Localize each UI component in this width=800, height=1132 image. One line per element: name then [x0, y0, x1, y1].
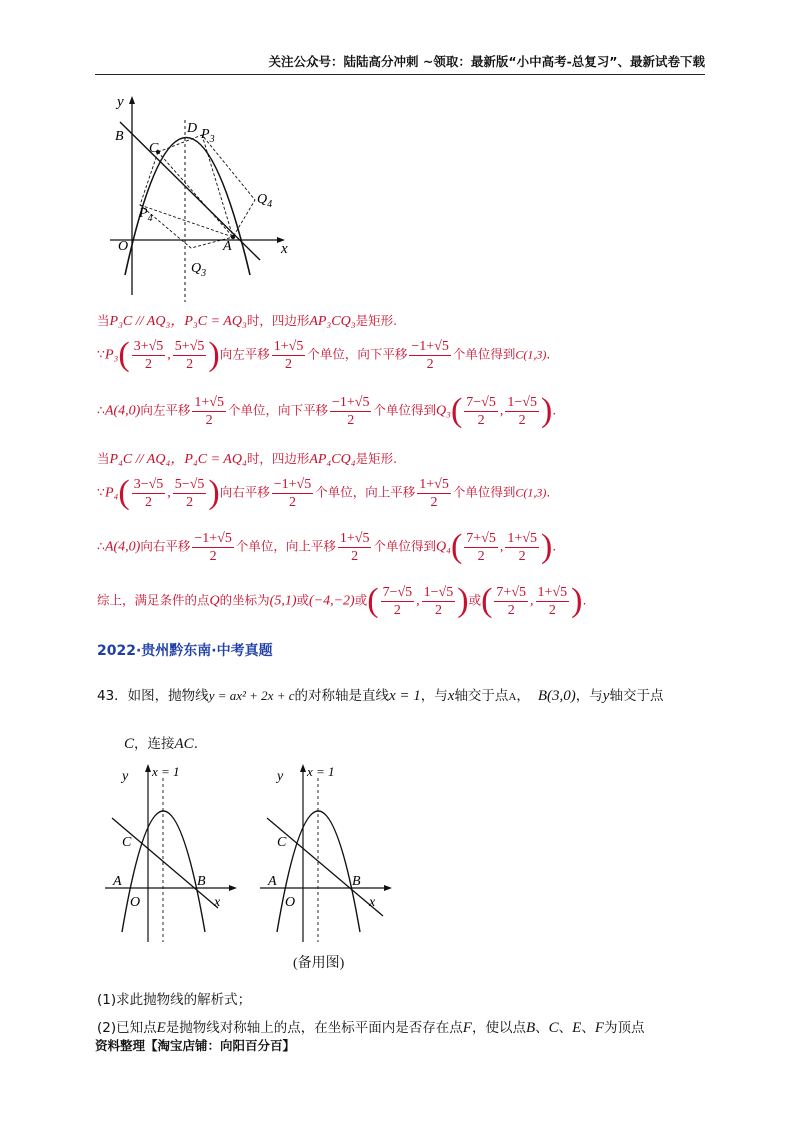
label-y: y	[122, 769, 129, 784]
label-b: B	[115, 129, 124, 144]
label-o: O	[118, 239, 129, 254]
label-o: O	[285, 895, 296, 910]
label-a: A	[113, 874, 122, 889]
label-q4: $Q_4$	[257, 192, 273, 210]
label-a: A	[268, 874, 277, 889]
solution-line-3: ∴A(4,0)向左平移 $\frac{1+√5}{2}$ 个单位，向下平移 $\frac{-1+√5}{2}$ 个单位得到Q₃( $\frac{7-√5}{2}$ , $\frac{1-√5}{2}$ ).	[97, 392, 557, 429]
parabola-figure-right	[255, 760, 395, 945]
y-axis-arrow	[129, 96, 135, 104]
solution-line-4: 当P₄C // AQ₄，P₄C = AQ₄时，四边形AP₄CQ₄是矩形.	[97, 451, 398, 467]
solution-line-6: ∴A(4,0)向右平移 $\frac{-1+√5}{2}$ 个单位，向上平移 $\frac{1+√5}{2}$ 个单位得到Q₄( $\frac{7+√5}{2}$ , $\frac{1+√5}{2}$ ).	[97, 528, 557, 565]
label-b: B	[352, 874, 361, 889]
label-x: x	[214, 895, 221, 910]
page-footer: 资料整理【淘宝店铺：向阳百分百】	[95, 1038, 296, 1053]
y-axis-arrow	[300, 764, 306, 772]
part-2: (2)已知点E是抛物线对称轴上的点，在坐标平面内是否存在点F，使以点B、C、E、F为顶点	[97, 1020, 645, 1036]
label-x-eq-1: x = 1	[307, 764, 335, 779]
label-c: C	[149, 141, 159, 156]
figure-caption: (备用图)	[293, 956, 345, 971]
label-q3: $Q_3$	[191, 261, 207, 279]
line-ac	[112, 818, 218, 908]
parabola-curve	[122, 811, 205, 932]
label-x: x	[369, 895, 376, 910]
part-1: (1)求此抛物线的解析式；	[97, 992, 252, 1008]
x-axis-arrow	[384, 885, 392, 891]
rectangle-p4-dashed	[140, 152, 233, 248]
question-43-line-2: C，连接AC.	[124, 736, 198, 752]
label-b: B	[197, 874, 206, 889]
section-title: 2022·贵州黔东南·中考真题	[97, 643, 273, 659]
solution-line-2: ∵P₃( $\frac{3+√5}{2}$ , $\frac{5+√5}{2}$ )向左平移 $\frac{1+√5}{2}$ 个单位，向下平移 $\frac{-1+√5}{2}$ 个单位得到C(1,3).	[97, 336, 551, 373]
solution-line-1: 当P₃C // AQ₃，P₃C = AQ₃时，四边形AP₃CQ₃是矩形.	[97, 313, 398, 329]
parabola-figure-top	[105, 90, 295, 305]
solution-conclusion: 综上，满足条件的点Q的坐标为(5,1)或(−4,−2)或( $\frac{7-√5}{2}$ , $\frac{1-√5}{2}$ )或( $\frac{7+√5}{2}$ , $\frac{1+√5}{2}$ ).	[97, 582, 587, 619]
parabola-figure-left	[100, 760, 240, 945]
y-axis-arrow	[145, 764, 151, 772]
label-x-eq-1: x = 1	[152, 764, 180, 779]
x-axis-arrow	[229, 885, 237, 891]
label-a: A	[223, 239, 232, 254]
label-p4: $P_4$	[139, 206, 153, 224]
line-ba	[120, 122, 260, 260]
page-header: 关注公众号：陆陆高分冲刺 ~领取：最新版“小中高考-总复习”、最新试卷下载	[95, 52, 705, 75]
label-o: O	[130, 895, 141, 910]
solution-line-5: ∵P₄( $\frac{3-√5}{2}$ , $\frac{5-√5}{2}$ )向右平移 $\frac{-1+√5}{2}$ 个单位，向上平移 $\frac{1+√5}{2}$ 个单位得到C(1,3).	[97, 474, 551, 511]
question-43-line-1: 43．如图，抛物线y = ax² + 2x + c的对称轴是直线x = 1，与x轴交于点A， B(3,0)，与y轴交于点	[97, 688, 664, 704]
label-p3: $P_3$	[201, 127, 215, 145]
parabola-curve	[277, 811, 360, 932]
label-d: D	[187, 121, 198, 136]
label-x: x	[281, 241, 288, 257]
label-c: C	[277, 835, 287, 850]
label-c: C	[122, 835, 132, 850]
label-y: y	[117, 94, 124, 110]
diag-p3-a	[202, 135, 233, 237]
label-y: y	[277, 769, 284, 784]
